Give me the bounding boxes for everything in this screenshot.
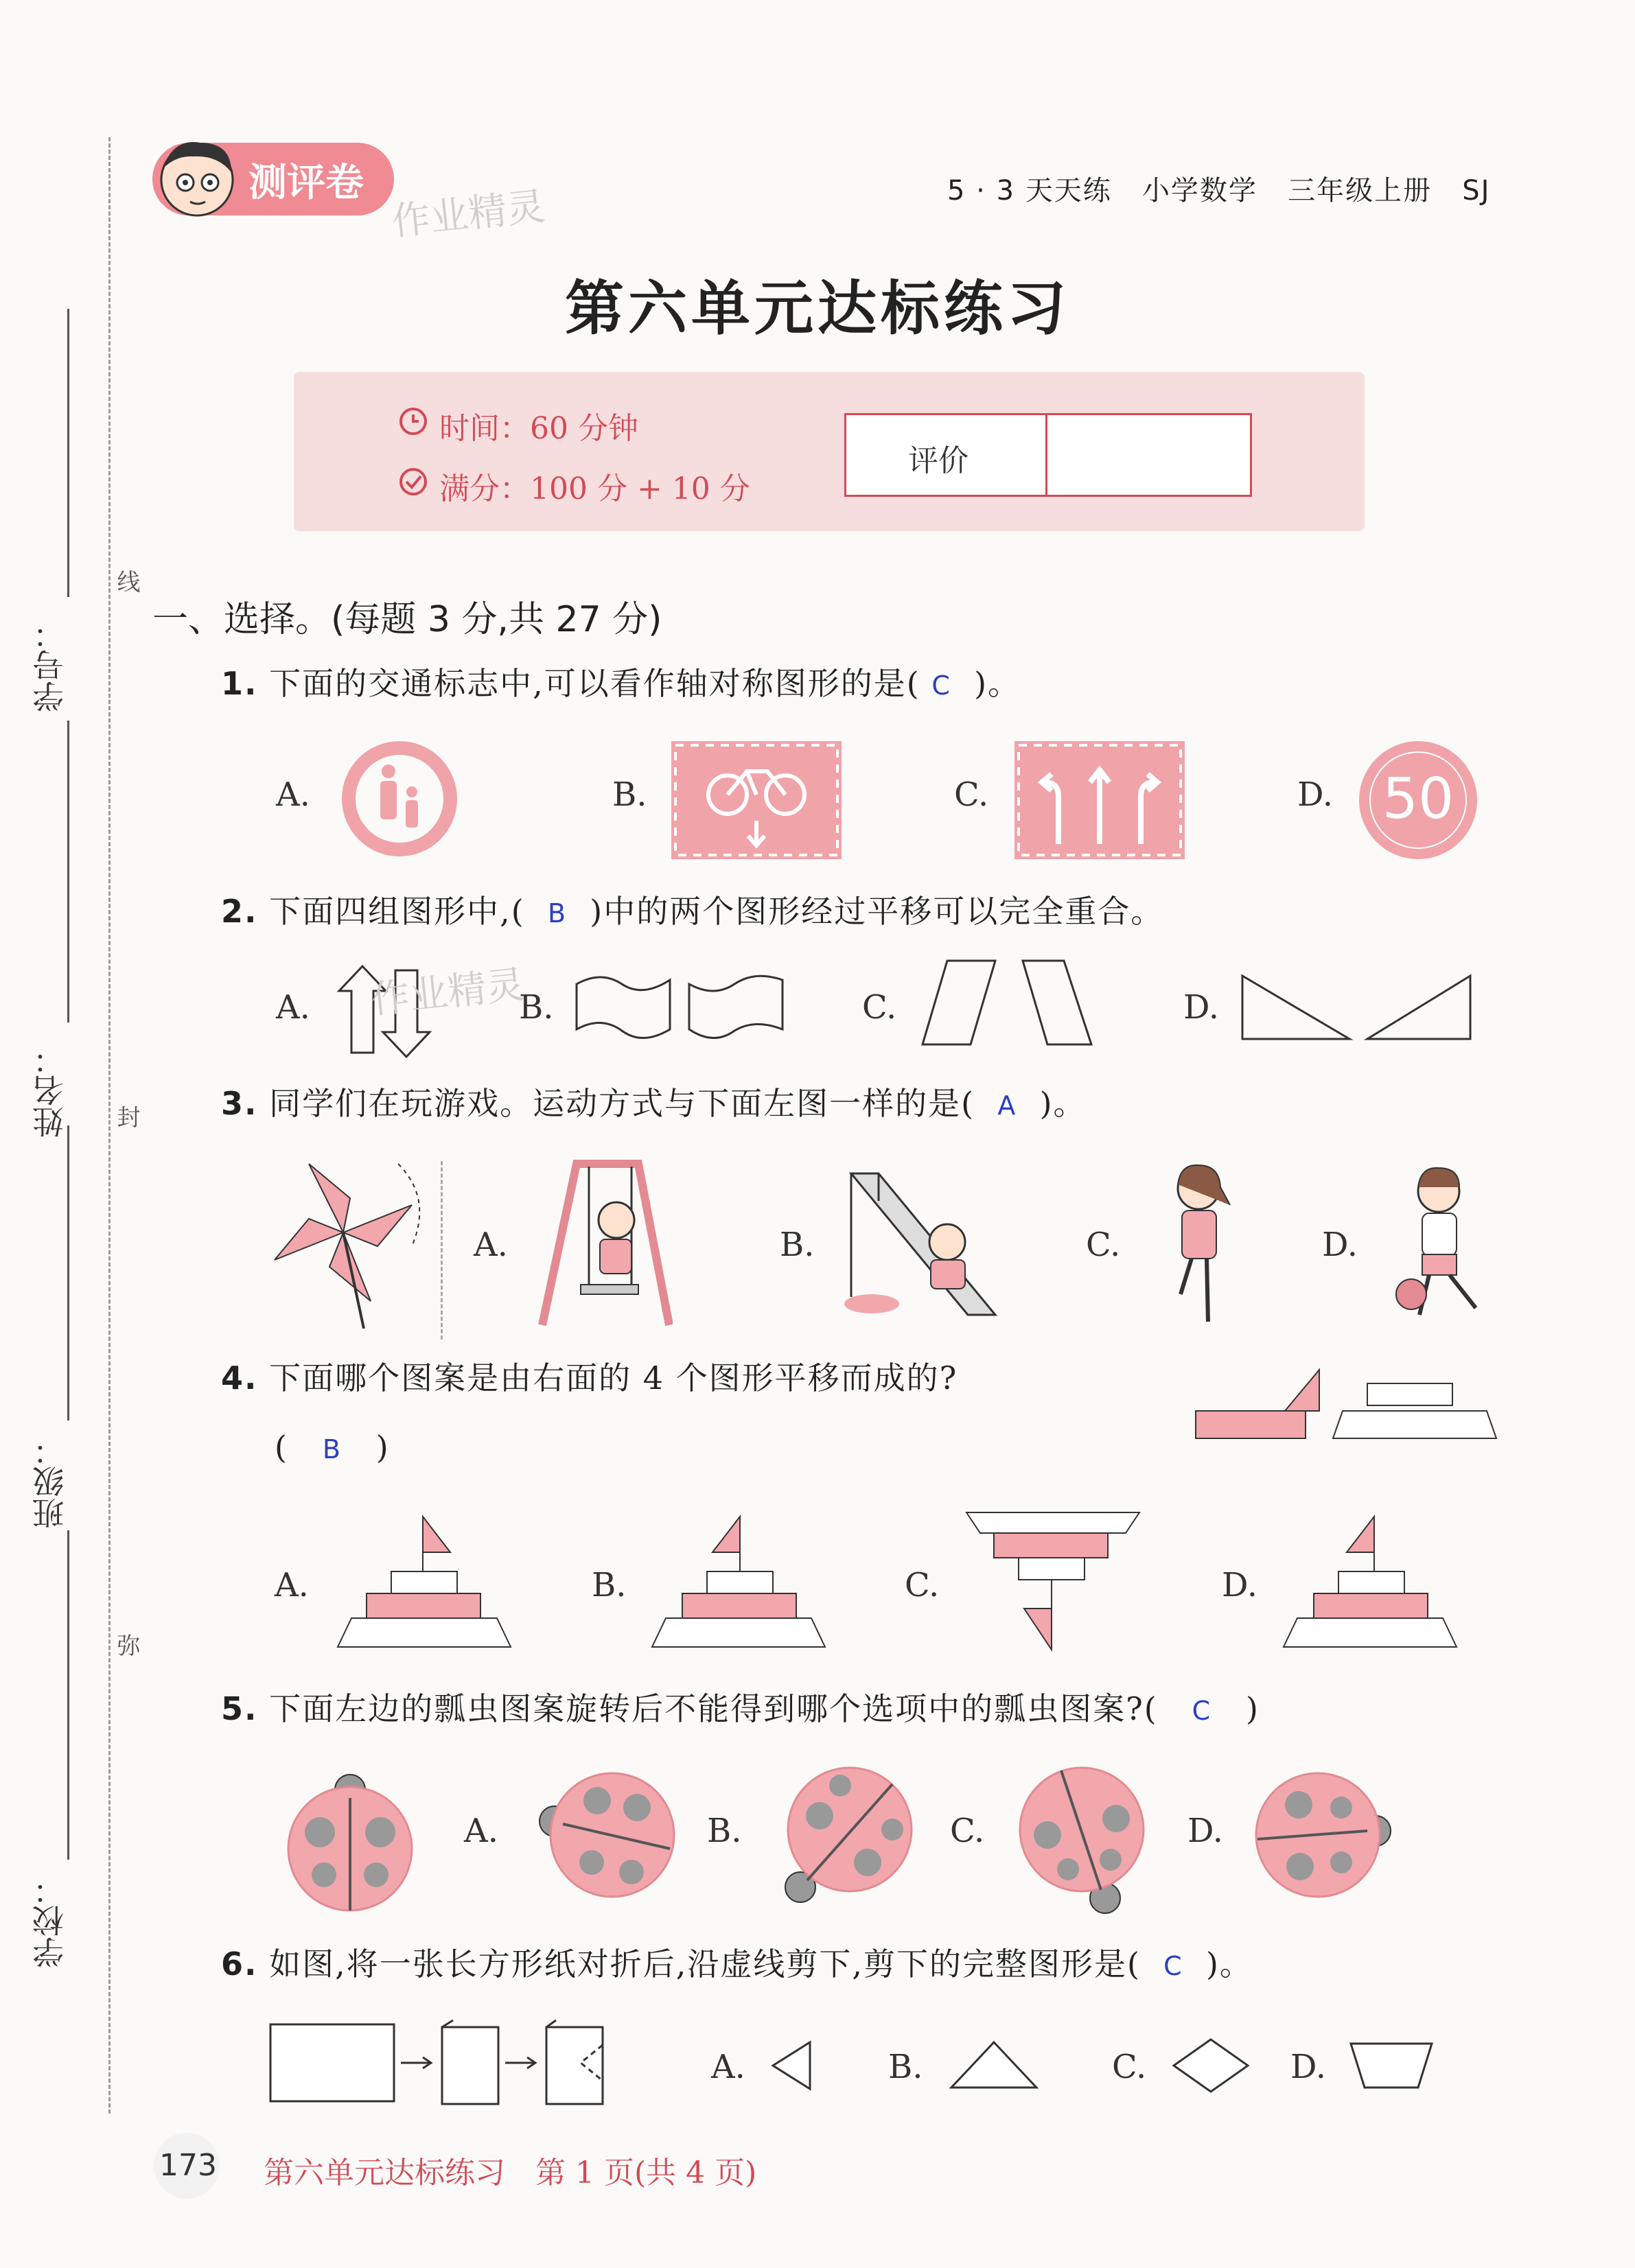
- question-tail: )。: [1039, 1085, 1087, 1122]
- question-number: 2.: [221, 893, 258, 930]
- trapezoid-icon: [1347, 2038, 1436, 2093]
- watermark: 作业精灵: [369, 962, 527, 1023]
- option-label: B.: [592, 1566, 627, 1604]
- clock-icon: [398, 406, 428, 436]
- margin-field-school: 学校：: [32, 1873, 69, 1968]
- boy-basketball-icon: [1387, 1160, 1503, 1324]
- ladybug-option-a-icon: [522, 1753, 680, 1917]
- margin-field-line: [67, 1125, 69, 1421]
- triangle-shapes-icon: [1240, 973, 1473, 1042]
- girl-kicking-icon: [1153, 1157, 1242, 1329]
- footer-text: 第六单元达标练习 第 1 页(共 4 页): [264, 2155, 757, 2190]
- answer: B: [322, 1434, 342, 1464]
- watermark: 作业精灵: [389, 184, 548, 245]
- lane-direction-sign-icon: [1014, 741, 1185, 859]
- margin-field-student-id: 学号：: [32, 618, 69, 712]
- option-label: B.: [707, 1812, 742, 1850]
- pinwheel-icon: [268, 1157, 432, 1335]
- question-4: [221, 1353, 958, 1399]
- answer: A: [997, 1090, 1017, 1121]
- subject: 小学数学: [1141, 175, 1257, 207]
- book-info: [947, 169, 1490, 208]
- option-label: A.: [474, 1226, 508, 1264]
- evaluation-divider: [1045, 415, 1047, 495]
- question-tail: )中的两个图形经过平移可以完全重合。: [590, 893, 1164, 930]
- section-heading: 一、选择。(每题 3 分,共 27 分): [152, 599, 662, 640]
- option-label: B.: [612, 775, 647, 814]
- ladybug-option-d-icon: [1249, 1753, 1407, 1917]
- question-tail: )。: [974, 665, 1021, 702]
- tower-option-c-icon: [964, 1506, 1142, 1657]
- bicycle-lane-sign-icon: [671, 741, 842, 859]
- answer-parens: [275, 1429, 390, 1466]
- margin-word: 线: [113, 570, 140, 593]
- question-text: 下面左边的瓢虫图案旋转后不能得到哪个选项中的瓢虫图案?(: [269, 1690, 1158, 1727]
- triangle-up-icon: [946, 2038, 1042, 2093]
- question-text: 同学们在玩游戏。运动方式与下面左图一样的是(: [269, 1085, 975, 1122]
- question-5: [221, 1684, 1260, 1729]
- question-text: 下面哪个图案是由右面的 4 个图形平移而成的?: [269, 1359, 958, 1396]
- answer: C: [931, 670, 951, 701]
- divider: [441, 1161, 443, 1340]
- option-label: C.: [1086, 1226, 1121, 1264]
- tower-option-a-icon: [335, 1510, 513, 1654]
- option-label: A.: [464, 1812, 498, 1850]
- question-number: 4.: [221, 1359, 258, 1396]
- pedestrian-sign-icon: [338, 737, 461, 861]
- paper-folding-diagram: [268, 2018, 638, 2114]
- page-number: 173: [159, 2148, 217, 2183]
- swing-icon: [535, 1157, 673, 1329]
- paren-open: (: [275, 1429, 288, 1466]
- option-label: B.: [780, 1226, 815, 1264]
- option-label: D.: [1322, 1226, 1358, 1264]
- wave-shapes-icon: [574, 970, 793, 1039]
- four-shapes-icon: [1192, 1363, 1500, 1445]
- margin-field-line: [67, 1530, 69, 1860]
- margin-word: 弥: [113, 1633, 140, 1657]
- speed-limit-number: 50: [1382, 767, 1454, 832]
- question-text: 下面四组图形中,(: [269, 893, 525, 930]
- option-label: C.: [954, 775, 989, 814]
- question-number: 3.: [221, 1085, 258, 1122]
- grade: 三年级上册: [1288, 175, 1433, 207]
- margin-field-class: 班级：: [32, 1434, 69, 1529]
- margin-word: 封: [113, 1105, 140, 1128]
- page-title: 第六单元达标练习: [565, 274, 1070, 343]
- ladybug-original-icon: [268, 1757, 432, 1915]
- tower-option-b-icon: [649, 1510, 828, 1654]
- rhombus-icon: [1170, 2035, 1252, 2096]
- option-label: A.: [711, 2048, 745, 2086]
- option-label: A.: [276, 775, 310, 814]
- option-label: C.: [862, 988, 897, 1027]
- option-label: C.: [950, 1812, 985, 1850]
- check-icon: [398, 467, 428, 497]
- question-number: 1.: [221, 665, 258, 702]
- series-name: 5 · 3 天天练: [947, 175, 1112, 207]
- question-3: [221, 1079, 1087, 1124]
- question-2: [221, 887, 1163, 932]
- question-text: 如图,将一张长方形纸对折后,沿虚线剪下,剪下的完整图形是(: [269, 1945, 1141, 1983]
- option-label: D.: [1222, 1566, 1258, 1604]
- answer: C: [1163, 1951, 1183, 1981]
- question-text: 下面的交通标志中,可以看作轴对称图形的是(: [269, 665, 920, 702]
- option-label: B.: [519, 988, 554, 1027]
- ladybug-option-c-icon: [1006, 1753, 1164, 1917]
- option-label: C.: [905, 1566, 940, 1604]
- option-label: D.: [1297, 775, 1334, 814]
- triangle-left-icon: [769, 2038, 817, 2093]
- speed-limit-sign-icon: [1356, 738, 1480, 862]
- answer: C: [1192, 1696, 1212, 1726]
- answer: B: [547, 898, 568, 928]
- margin-field-line: [67, 309, 69, 597]
- option-label: D.: [1183, 988, 1220, 1027]
- question-tail: )。: [1205, 1945, 1253, 1983]
- question-number: 5.: [221, 1690, 258, 1727]
- evaluation-box: [844, 413, 1252, 497]
- edition: SJ: [1462, 175, 1491, 207]
- question-6: [221, 1939, 1253, 1985]
- question-tail: ): [1246, 1690, 1260, 1727]
- slide-icon: [837, 1160, 1016, 1324]
- option-label: C.: [1112, 2048, 1147, 2086]
- time-limit: 时间：60 分钟: [439, 411, 638, 446]
- option-label: B.: [888, 2048, 923, 2086]
- option-label: D.: [1187, 1812, 1224, 1850]
- question-number: 6.: [221, 1945, 258, 1983]
- question-1: [221, 659, 1021, 704]
- option-label: A.: [276, 988, 310, 1027]
- option-label: A.: [275, 1566, 309, 1604]
- badge-label: 测评卷: [248, 161, 364, 205]
- margin-field-line: [67, 721, 69, 1022]
- margin-field-name: 姓名：: [32, 1043, 69, 1138]
- paren-close: ): [375, 1429, 390, 1466]
- full-score: 满分：100 分 + 10 分: [439, 471, 750, 506]
- tower-option-d-icon: [1281, 1510, 1459, 1654]
- parallelogram-shapes-icon: [920, 958, 1105, 1047]
- ladybug-option-b-icon: [765, 1753, 923, 1917]
- mascot-icon: [152, 135, 242, 224]
- option-label: D.: [1290, 2048, 1327, 2086]
- evaluation-label: 评价: [908, 443, 969, 478]
